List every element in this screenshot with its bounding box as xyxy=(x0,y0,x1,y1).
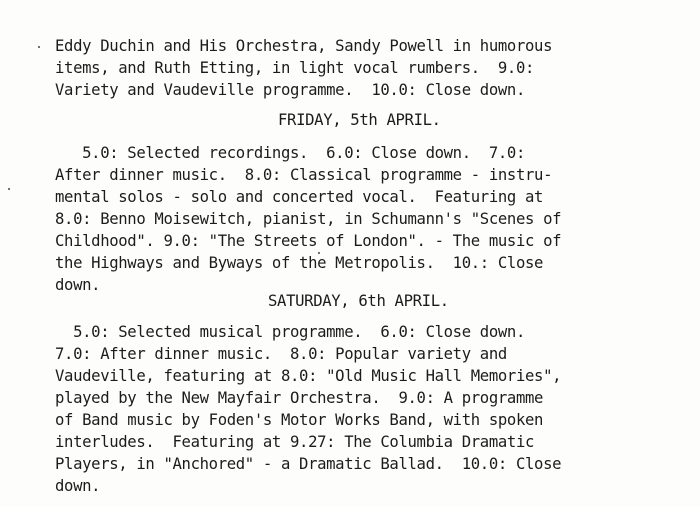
friday-line-1: 5.0: Selected recordings. 6.0: Close down. 7.0: xyxy=(55,144,525,162)
saturday-line-1: 5.0: Selected musical programme. 6.0: Close down. xyxy=(55,323,525,341)
saturday-line-6: interludes. Featuring at 9.27: The Columbia Dramatic xyxy=(55,433,535,451)
saturday-line-5: of Band music by Foden's Motor Works Band, with spoken xyxy=(55,411,544,429)
friday-heading: FRIDAY, 5th APRIL. xyxy=(278,111,441,129)
margin-speck xyxy=(38,46,40,48)
saturday-line-2: 7.0: After dinner music. 8.0: Popular variety and xyxy=(55,345,507,363)
margin-speck xyxy=(8,188,10,190)
intro-line-2: items, and Ruth Etting, in light vocal rumbers. 9.0: xyxy=(55,59,535,77)
friday-line-4: 8.0: Benno Moisewitch, pianist, in Schumann's "Scenes of xyxy=(55,210,562,228)
friday-line-7: down. xyxy=(55,276,101,294)
intro-line-1: Eddy Duchin and His Orchestra, Sandy Powell in humorous xyxy=(55,37,553,55)
saturday-line-4: played by the New Mayfair Orchestra. 9.0: A programme xyxy=(55,389,544,407)
saturday-line-8: down. xyxy=(55,477,101,495)
saturday-line-7: Players, in "Anchored" - a Dramatic Ballad. 10.0: Close xyxy=(55,455,562,473)
friday-line-3: mental solos - solo and concerted vocal. Featuring at xyxy=(55,188,544,206)
intro-line-3: Variety and Vaudeville programme. 10.0: Close down. xyxy=(55,81,525,99)
friday-line-6: the Highways and Byways of the Metropolis. 10.: Close xyxy=(55,254,544,272)
saturday-line-3: Vaudeville, featuring at 8.0: "Old Music Hall Memories", xyxy=(55,367,562,385)
margin-speck xyxy=(318,252,320,254)
saturday-heading: SATURDAY, 6th APRIL. xyxy=(268,292,449,310)
friday-line-5: Childhood". 9.0: "The Streets of London". - The music of xyxy=(55,232,562,250)
friday-line-2: After dinner music. 8.0: Classical programme - instru- xyxy=(55,166,553,184)
